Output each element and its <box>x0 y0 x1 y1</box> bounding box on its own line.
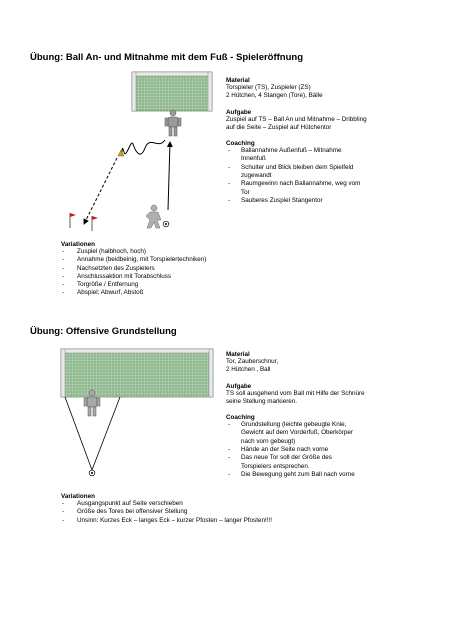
material-line: 2 Hütchen , Ball <box>226 366 271 374</box>
aufgabe-heading: Aufgabe <box>226 108 252 116</box>
variationen-list <box>61 500 441 525</box>
variation-item: - Anschlussaktion mit Torabschluss <box>61 273 441 281</box>
coaching-item: - Hände an der Seite nach vorne <box>226 446 446 454</box>
aufgabe-line: seine Stellung markieren. <box>226 397 298 405</box>
variation-item: - Abspiel; Abwurf, Abstoß <box>61 289 441 297</box>
variation-item: - Nachsetzten des Zuspielers <box>61 265 441 273</box>
coaching-item: - Grundstellung (leichte gebeugte Knie, Gewicht auf dem Vorderfuß, Oberkörper nach vorn gebeugt) <box>226 421 446 446</box>
material-heading: Material <box>226 77 250 84</box>
exercise1-title: Übung: Ball An- und Mitnahme mit dem Fuß - Spieleröffnung <box>30 52 304 63</box>
variation-item: - Torgröße / Entfernung <box>61 281 441 289</box>
material-line: Torspieler (TS), Zuspieler (ZS) <box>226 84 311 91</box>
coaching-item: - Raumgewinn nach Ballannahme, weg vom Tor <box>226 180 446 197</box>
variationen-heading: Variationen <box>61 493 95 500</box>
coaching-item: - Schulter und Blick bleiben dem Spielfeld zugewandt <box>226 164 446 181</box>
variationen-heading: Variationen <box>61 241 95 248</box>
ball-icon <box>89 470 95 476</box>
material-line: 2 Hütchen, 4 Stangen (Tore), Bälle <box>226 92 323 100</box>
coaching-heading: Coaching <box>226 414 255 422</box>
material-line: Tor, Zauberschnur, <box>226 358 279 365</box>
coaching-list <box>226 421 446 479</box>
material-heading: Material <box>226 351 250 358</box>
aufgabe-line: Zuspiel auf TS – Ball An und Mitnahme – Dribbling <box>226 115 367 123</box>
aufgabe-line: auf die Seite – Zuspiel auf Hütchentor <box>226 123 332 131</box>
variation-item: - Ausgangspunkt auf Seite verschieben <box>61 500 441 508</box>
coaching-item: - Sauberes Zuspiel Stangentor <box>226 197 446 205</box>
coaching-heading: Coaching <box>226 140 255 148</box>
variation-item: - Annahme (beidbeinig, mit Torspielertechniken) <box>61 256 441 264</box>
variation-item: - Größe des Tores bei offensiver Stellung <box>61 508 441 516</box>
variation-item: - Zuspiel (halbhoch, hoch) <box>61 248 441 256</box>
coaching-item: - Ballannahme Außenfuß – Mitnahme Innenfuß <box>226 147 446 164</box>
coaching-item: - Das neue Tor soll der Größe des Torspielers entsprechen. <box>226 454 446 471</box>
coaching-item: - Die Bewegung geht zum Ball nach vorne <box>226 471 446 479</box>
variation-item: - Unsinn: Kurzes Eck – langes Eck – kurzer Pfosten – langer Pfosten!!!! <box>61 517 441 525</box>
aufgabe-heading: Aufgabe <box>226 382 252 390</box>
goal-icon <box>61 349 213 397</box>
exercise2-title: Übung: Offensive Grundstellung <box>30 326 177 337</box>
aufgabe-line: TS soll ausgehend vom Ball mit Hilfe der Schnüre <box>226 389 365 397</box>
